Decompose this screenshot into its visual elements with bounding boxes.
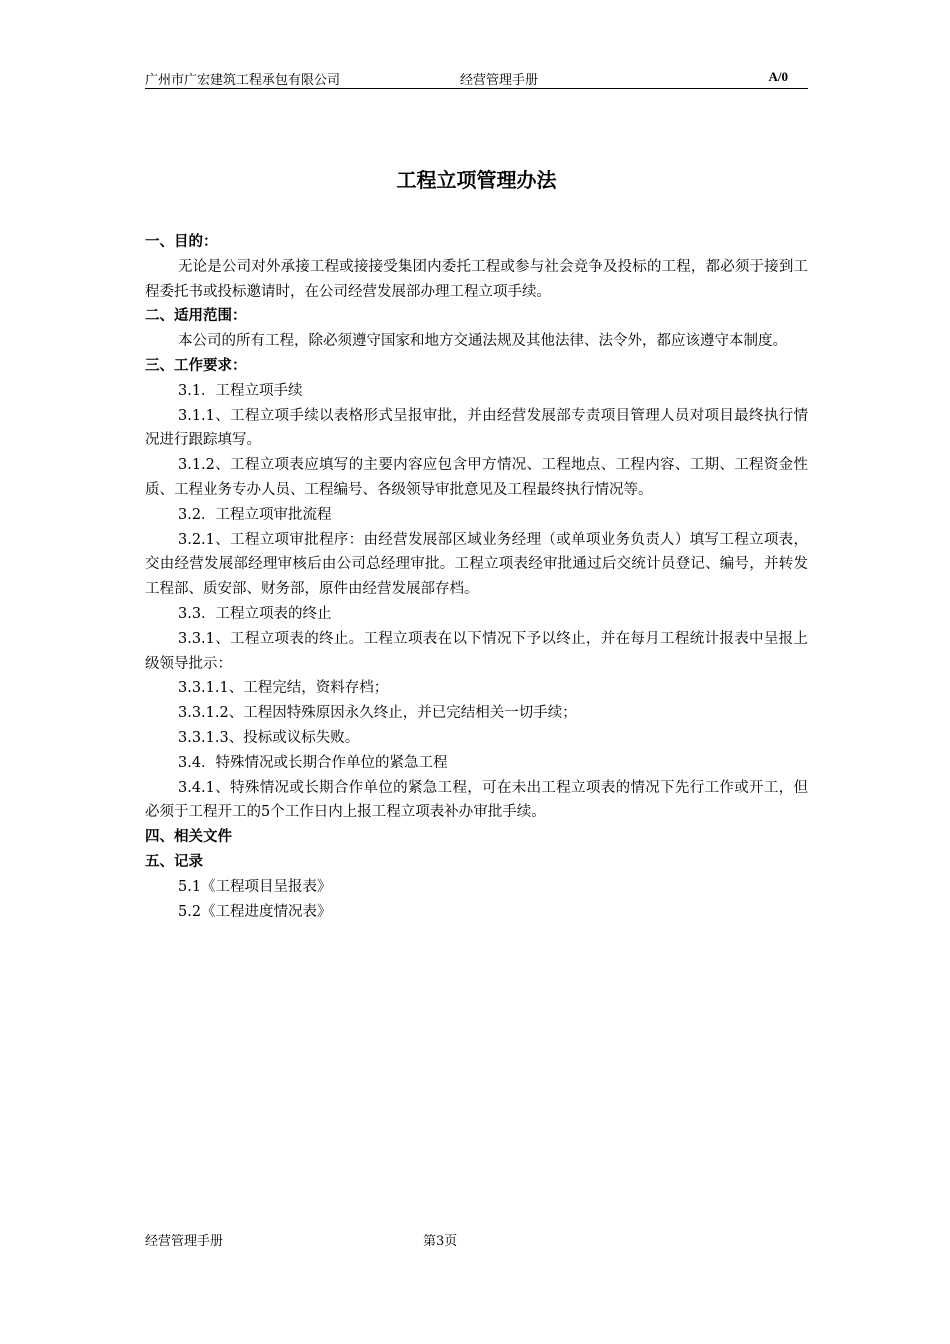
- page-header: [145, 68, 808, 89]
- footer-page-number: 第3页: [423, 1234, 458, 1249]
- header-company: 广州市广宏建筑工程承包有限公司: [145, 73, 341, 88]
- record-item: 5.2《工程进度情况表》: [178, 903, 332, 920]
- paragraph: 3.4.1、特殊情况或长期合作单位的紧急工程，可在未出工程立项表的情况下先行工作或开工，但必须于工程开工的5个工作日内上报工程立项表补办审批手续。: [145, 779, 808, 821]
- document-body: [145, 230, 808, 924]
- paragraph: 3.1.1、工程立项手续以表格形式呈报审批，并由经营发展部专责项目管理人员对项目最终执行情况进行跟踪填写。: [145, 407, 808, 449]
- paragraph: 3.1.2、工程立项表应填写的主要内容应包含甲方情况、工程地点、工程内容、工期、工程资金性质、工程业务专办人员、工程编号、各级领导审批意见及工程最终执行情况等。: [145, 457, 808, 498]
- paragraph: 3.3.1、工程立项表的终止。工程立项表在以下情况下予以终止，并在每月工程统计报表中呈报上级领导批示：: [145, 630, 808, 672]
- header-manual-title: 经营管理手册: [460, 73, 539, 88]
- paragraph: 3.3.1.2、工程因特殊原因永久终止，并已完结相关一切手续；: [178, 705, 577, 722]
- paragraph: 3.2.1、工程立项审批程序：由经营发展部区域业务经理（或单项业务负责人）填写工程立项表，交由经营发展部经理审核后由公司总经理审批。工程立项表经审批通过后交统计员登记、编号，并转发工程部、质安部、财务部，原件由经营发展部存档。: [145, 531, 808, 598]
- section-heading-records: 五、记录: [145, 853, 203, 870]
- paragraph: 无论是公司对外承接工程或接接受集团内委托工程或参与社会竞争及投标的工程，都必须于接到工程委托书或投标邀请时，在公司经营发展部办理工程立项手续。: [145, 258, 808, 300]
- paragraph: 3.3.1.1、工程完结，资料存档；: [178, 680, 389, 697]
- paragraph: 3.3．工程立项表的终止: [178, 605, 332, 622]
- section-heading-scope: 二、适用范围：: [145, 308, 247, 325]
- document-title: 工程立项管理办法: [396, 168, 557, 192]
- paragraph: 本公司的所有工程，除必须遵守国家和地方交通法规及其他法律、法令外，都应该遵守本制度。: [178, 333, 787, 350]
- section-heading-requirements: 三、工作要求：: [145, 357, 247, 374]
- footer-manual-title: 经营管理手册: [145, 1234, 224, 1249]
- paragraph: 3.1．工程立项手续: [178, 382, 303, 399]
- section-heading-purpose: 一、目的：: [145, 234, 218, 250]
- paragraph: 3.2．工程立项审批流程: [178, 506, 332, 523]
- record-item: 5.1《工程项目呈报表》: [178, 878, 332, 895]
- header-version: A/0: [768, 69, 788, 84]
- paragraph: 3.3.1.3、投标或议标失败。: [178, 729, 360, 746]
- section-heading-related-documents: 四、相关文件: [145, 829, 232, 846]
- paragraph: 3.4．特殊情况或长期合作单位的紧急工程: [178, 754, 448, 771]
